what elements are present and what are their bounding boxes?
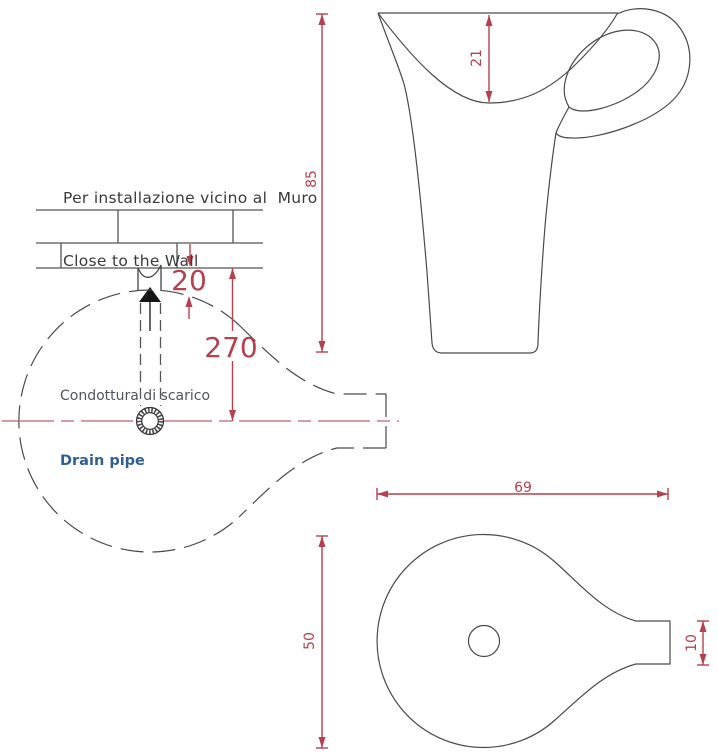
dimension-rim-depth: [469, 15, 493, 102]
dimension-label-21: 21: [469, 49, 485, 67]
installation-note-line2: Close to the Wall: [63, 252, 199, 270]
dimension-label-20: 20: [171, 264, 207, 297]
dimension-overall-depth: [302, 536, 328, 748]
basin-circle-solid: [377, 535, 555, 748]
basin-bottom-view: [377, 535, 670, 748]
handle-inner-loop: [564, 30, 659, 111]
cup-rim-curve: [378, 13, 617, 103]
spout-upper-curve: [239, 325, 386, 394]
drain-pipe-label-italian: Condottura di scarico: [60, 388, 211, 404]
dimension-label-50: 50: [302, 632, 318, 650]
drain-pipe-label-english: Drain pipe: [60, 453, 145, 469]
dimension-label-85: 85: [304, 170, 320, 188]
spout-lower-curve: [239, 448, 386, 517]
dimension-label-69: 69: [514, 480, 532, 496]
dimension-spout-width: [684, 621, 709, 665]
installation-note-line1: Per installazione vicino al Muro: [63, 189, 318, 207]
handle-outer-curve: [556, 9, 690, 138]
spout-outline-solid: [555, 562, 670, 720]
basin-side-view: [378, 9, 690, 353]
installation-note: [63, 146, 318, 314]
drain-pipe-note: [60, 344, 210, 514]
handle-attachment-line: [556, 107, 569, 133]
cup-body-outline: [378, 13, 556, 353]
dimension-label-10: 10: [684, 634, 700, 652]
dimension-label-270: 270: [204, 331, 258, 364]
drain-hole: [469, 626, 500, 657]
dimension-overall-width: [377, 480, 668, 500]
